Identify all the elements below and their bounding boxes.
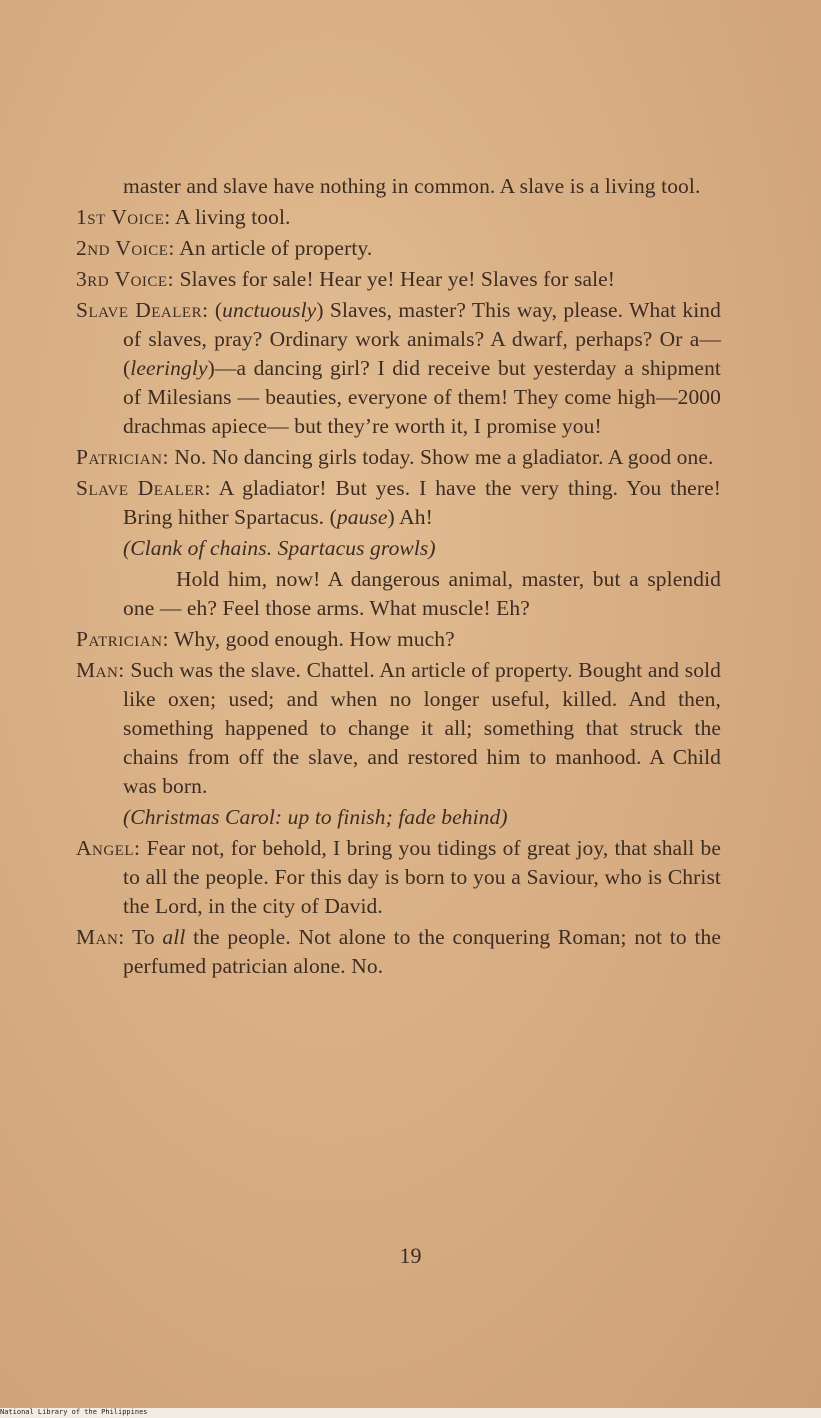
- stage-direction-carol: [76, 803, 721, 832]
- line-text: (: [214, 298, 223, 322]
- speaker-label: Slave Dealer:: [76, 298, 209, 322]
- speaker-label: Angel:: [76, 836, 141, 860]
- line-text: master and slave have nothing in common. A slave is a living tool.: [123, 174, 701, 198]
- speaker-label: 2nd Voice:: [76, 236, 175, 260]
- line-text: Slaves for sale! Hear ye! Hear ye! Slaves for sale!: [179, 267, 616, 291]
- line-text: the people. Not alone to the conquering Roman; not to the perfumed patrician alone. No.: [123, 925, 722, 978]
- line-text: No. No dancing girls today. Show me a gladiator. A good one.: [174, 445, 714, 469]
- dialogue-slave-dealer-1: [76, 296, 721, 441]
- speaker-label: Man:: [76, 925, 125, 949]
- speaker-label: 1st Voice:: [76, 205, 171, 229]
- dialogue-2nd-voice: [76, 234, 721, 263]
- stage-direction: (Christmas Carol: up to finish; fade behind): [123, 805, 508, 829]
- stage-direction-chains: [76, 534, 721, 563]
- stage-direction: (Clank of chains. Spartacus growls): [123, 536, 436, 560]
- continued-line: [76, 172, 721, 201]
- speaker-label: Patrician:: [76, 627, 169, 651]
- speaker-label: Man:: [76, 658, 125, 682]
- dialogue-angel: [76, 834, 721, 921]
- line-text: Why, good enough. How much?: [174, 627, 455, 651]
- script-text: [76, 172, 721, 983]
- line-text: To: [132, 925, 163, 949]
- dialogue-1st-voice: [76, 203, 721, 232]
- emphasis: all: [162, 925, 186, 949]
- dialogue-man-1: [76, 656, 721, 801]
- line-text: ) Slaves, master? This way, please. What kind of slaves, pray? Ordinary work animals? A dwarf, perhaps? Or a—(: [123, 298, 721, 380]
- line-text: ) Ah!: [387, 505, 433, 529]
- speaker-label: Patrician:: [76, 445, 169, 469]
- dialogue-man-2: [76, 923, 721, 981]
- speaker-label: Slave Dealer:: [76, 476, 212, 500]
- line-text: An article of property.: [179, 236, 373, 260]
- dialogue-patrician-2: [76, 625, 721, 654]
- line-text: )—a dancing girl? I did receive but yesterday a shipment of Milesians — beauties, everyone of them! They come high—2000 drachmas apiece— but they’re worth it, I promise you!: [123, 356, 721, 438]
- stage-direction: unctuously: [222, 298, 317, 322]
- dialogue-patrician-1: [76, 443, 721, 472]
- dialogue-slave-dealer-2: [76, 474, 721, 532]
- line-text: A living tool.: [175, 205, 291, 229]
- line-text: Hold him, now! A dangerous animal, master, but a splendid one — eh? Feel those arms. What muscle! Eh?: [123, 567, 721, 620]
- page-number: 19: [399, 1243, 422, 1268]
- dialogue-slave-dealer-3: [76, 565, 721, 623]
- stage-direction: pause: [336, 505, 388, 529]
- line-text: Such was the slave. Chattel. An article of property. Bought and sold like oxen; used; and when no longer useful, killed. And then, something happened to change it all; something that struck the chains from off the slave, and restored him to manhood. A Child was born.: [123, 658, 721, 798]
- line-text: A gladiator! But yes. I have the very thing. You there! Bring hither Spartacus. (: [123, 476, 721, 529]
- stage-direction: leeringly: [130, 356, 208, 380]
- line-text: Fear not, for behold, I bring you tidings of great joy, that shall be to all the people. For this day is born to you a Saviour, who is Christ the Lord, in the city of David.: [123, 836, 721, 918]
- speaker-label: 3rd Voice:: [76, 267, 175, 291]
- dialogue-3rd-voice: [76, 265, 721, 294]
- library-credit: National Library of the Philippines: [0, 1408, 148, 1416]
